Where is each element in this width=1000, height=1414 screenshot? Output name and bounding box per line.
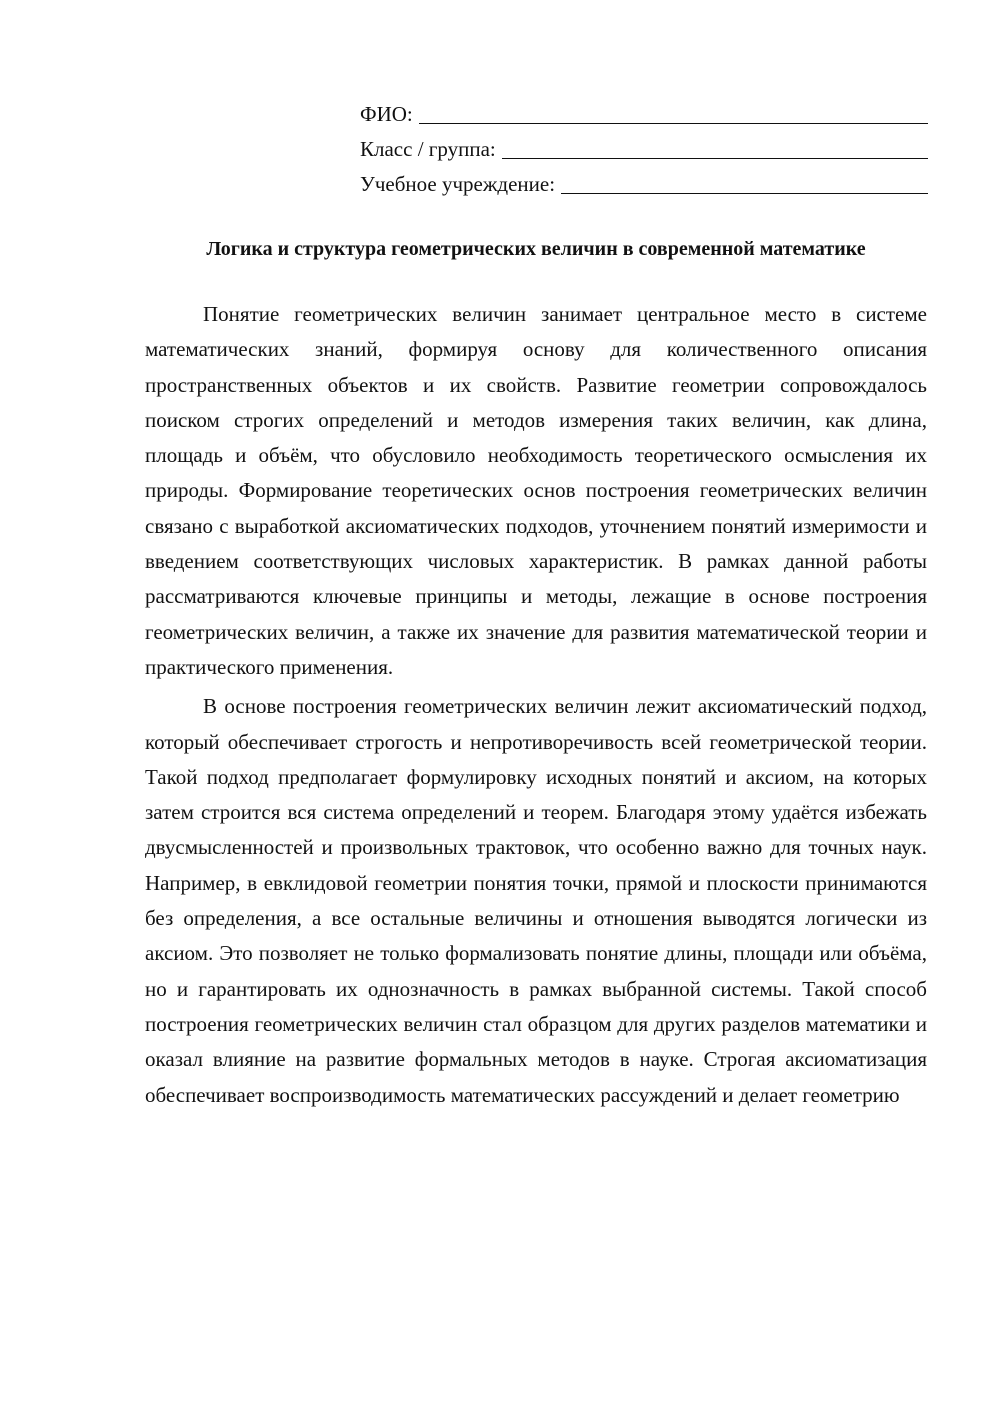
document-body [145,297,927,1113]
paragraph-intro: Понятие геометрических величин занимает центральное место в системе математических знаний, формируя основу для количественного описания пространственных объектов и их свойств. Развитие геометрии сопровождалось поиском строгих определений и методов измерения таких величин, как длина, площадь и объём, что обусловило необходимость теоретического осмысления их природы. Формирование теоретических основ построения геометрических величин связано с выработкой аксиоматических подходов, уточнением понятий измеримости и введением соответствующих числовых характеристик. В рамках данной работы рассматриваются ключевые принципы и методы, лежащие в основе построения геометрических величин, а также их значение для развития математической теории и практического применения. [145,302,927,679]
institution-field-blank[interactable] [561,172,928,194]
paragraph-axiomatic-approach: В основе построения геометрических величин лежит аксиоматический подход, который обеспечивает строгость и непротиворечивость всей геометрической теории. Такой подход предполагает формулировку исходных понятий и аксиом, на которых затем строится вся система определений и теорем. Благодаря этому удаётся избежать двусмысленностей и произвольных трактовок, что особенно важно для точных наук. Например, в евклидовой геометрии понятия точки, прямой и плоскости принимаются без определения, а все остальные величины и отношения выводятся логически из аксиом. Это позволяет не только формализовать понятие длины, площади или объёма, но и гарантировать их однозначность в рамках выбранной системы. Такой способ построения геометрических величин стал образцом для других разделов математики и оказал влияние на развитие формальных методов в науке. Строгая аксиоматизация обеспечивает воспроизводимость математических рассуждений и делает геометрию [145,694,927,1107]
document-title: Логика и структура геометрических величин в современной математике [206,238,866,260]
name-field-row [360,92,928,127]
class-field-row [360,127,928,162]
name-field-blank[interactable] [419,102,928,124]
name-field-label: ФИО: [360,102,413,126]
institution-field-label: Учебное учреждение: [360,172,556,196]
class-field-blank[interactable] [502,137,928,159]
class-field-label: Класс / группа: [360,137,496,161]
institution-field-row [360,162,928,197]
student-info-block [360,92,928,197]
